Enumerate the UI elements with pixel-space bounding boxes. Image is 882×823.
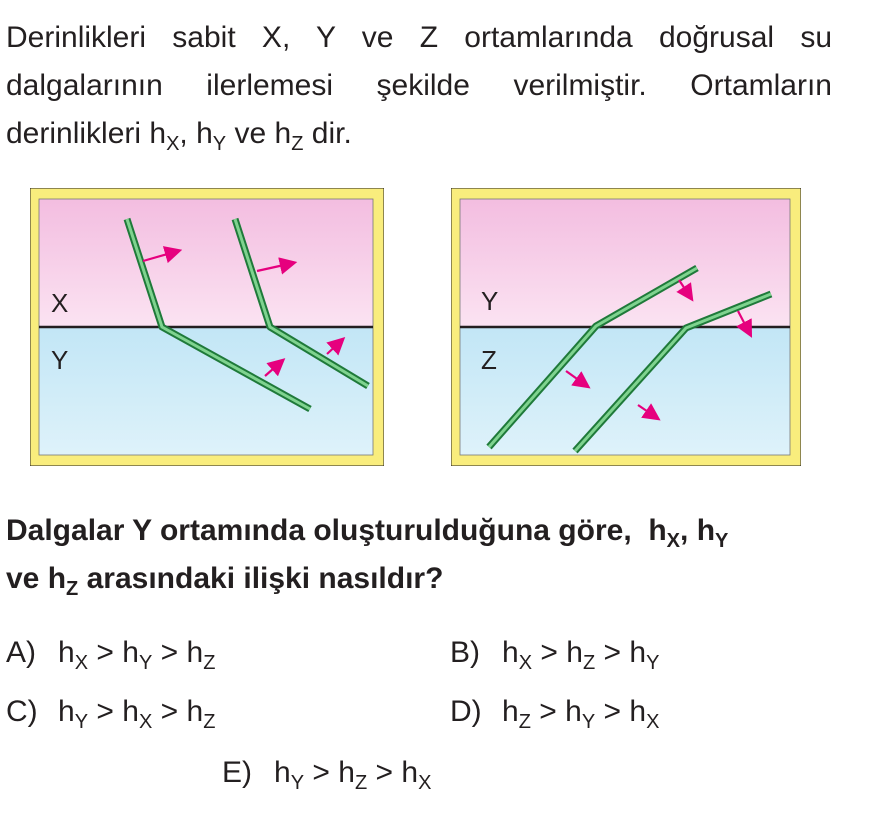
medium-x bbox=[39, 199, 373, 327]
question-text bbox=[6, 507, 866, 603]
medium-y bbox=[39, 327, 373, 455]
option-c[interactable]: C) $h_Y > h_X > h_Z$ bbox=[6, 695, 216, 733]
intro-line-3: derinlikleri $h_X$, $h_Y$ ve $h_Z$ dir. bbox=[6, 117, 352, 155]
question-line-1: Dalgalar Y ortamında oluşturulduğuna göre, $h_X$, $h_Y$ bbox=[6, 514, 729, 552]
label-y: Y bbox=[51, 345, 69, 375]
label-x: X bbox=[51, 288, 69, 318]
option-b[interactable]: B) $h_X > h_Z > h_Y$ bbox=[450, 636, 660, 674]
figure-right bbox=[451, 188, 801, 466]
figure-left bbox=[30, 188, 384, 466]
intro-paragraph bbox=[6, 14, 832, 158]
label-z: Z bbox=[481, 345, 497, 375]
question-line-2: ve $h_Z$ arasındaki ilişki nasıldır? bbox=[6, 562, 444, 600]
option-e[interactable]: E) $h_Y > h_Z > h_X$ bbox=[222, 756, 432, 794]
option-d[interactable]: D) $h_Z > h_Y > h_X$ bbox=[450, 695, 660, 733]
intro-line-1: Derinlikleri sabit X, Y ve Z ortamlarında doğrusal su bbox=[6, 21, 832, 54]
label-y: Y bbox=[481, 286, 499, 316]
intro-line-2: dalgalarının ilerlemesi şekilde verilmiştir. Ortamların bbox=[6, 69, 832, 102]
option-a[interactable]: A) $h_X > h_Y > h_Z$ bbox=[6, 636, 216, 674]
